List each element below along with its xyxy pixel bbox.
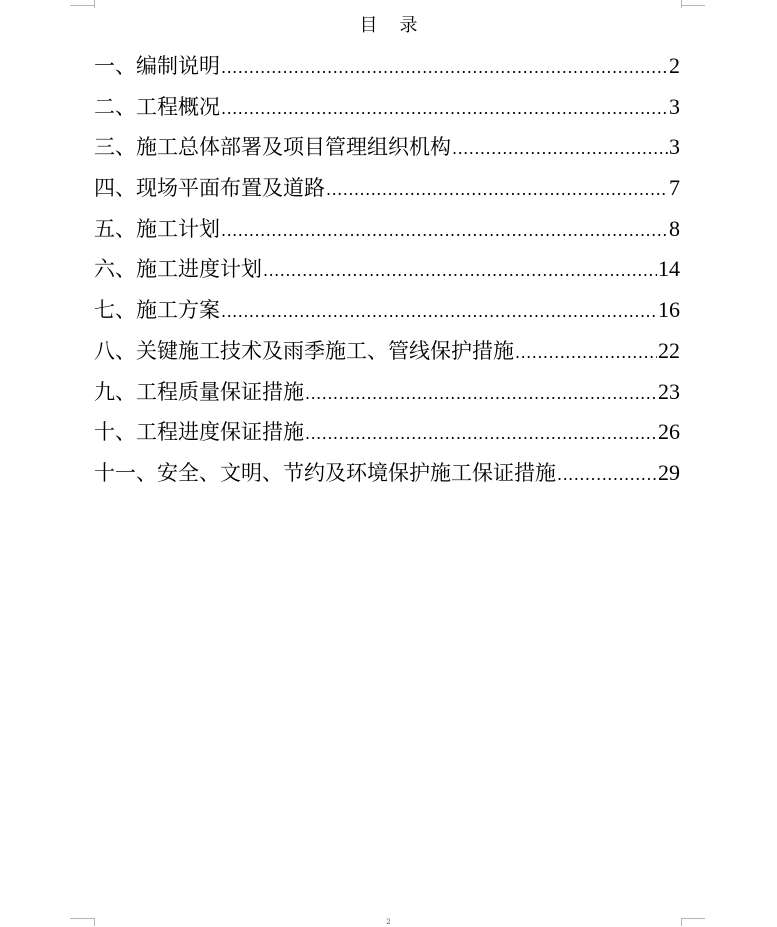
toc-entry[interactable] [94,215,680,256]
toc-leader [305,420,657,448]
toc-leader [557,461,657,489]
toc-entry-page: 26 [658,419,680,445]
toc-leader [305,380,657,408]
toc-entry[interactable] [94,133,680,174]
toc-entry-page: 3 [669,134,680,160]
toc-entry[interactable] [94,93,680,134]
toc-entry-page: 8 [669,215,680,241]
toc-leader [263,257,657,285]
toc-leader [221,217,668,245]
crop-mark-top-left-v [94,0,95,8]
toc-entry-label: 九、工程质量保证措施 [94,379,304,404]
footer-page-number: 2 [386,918,391,926]
toc-entry-label: 十、工程进度保证措施 [94,420,304,445]
toc-entry-label: 七、施工方案 [94,298,220,323]
crop-mark-top-right-v [681,0,682,8]
toc-entry[interactable] [94,296,680,337]
toc-entry-page: 16 [658,297,680,323]
toc-entry-page: 29 [658,459,680,485]
toc-title-char-2: 录 [399,15,418,36]
toc-leader [515,339,657,367]
toc-leader [221,54,668,82]
toc-title [0,14,777,38]
toc-leader [452,135,668,163]
toc-entry-label: 八、关键施工技术及雨季施工、管线保护措施 [94,338,514,363]
toc-list [94,52,680,500]
toc-entry[interactable] [94,337,680,378]
toc-entry-page: 7 [669,175,680,201]
toc-entry[interactable] [94,378,680,419]
toc-entry-label: 二、工程概况 [94,94,220,119]
toc-entry-label: 一、编制说明 [94,54,220,78]
toc-entry-label: 六、施工进度计划 [94,257,262,282]
toc-leader [221,95,668,123]
toc-entry-label: 三、施工总体部署及项目管理组织机构 [94,135,451,160]
toc-leader [221,298,657,326]
toc-entry-label: 五、施工计划 [94,216,220,241]
crop-mark-top-left [70,5,94,6]
toc-entry-label: 十一、安全、文明、节约及环境保护施工保证措施 [94,460,556,485]
toc-entry-page: 22 [658,337,680,363]
toc-entry[interactable] [94,459,680,500]
toc-entry-page: 3 [669,93,680,119]
toc-entry-label: 四、现场平面布置及道路 [94,176,325,201]
toc-leader [326,176,668,204]
toc-entry[interactable] [94,255,680,296]
toc-entry[interactable] [94,52,680,93]
toc-entry[interactable] [94,418,680,459]
toc-entry-page: 14 [658,256,680,282]
toc-entry[interactable] [94,174,680,215]
toc-entry-page: 23 [658,378,680,404]
crop-mark-top-right [681,5,705,6]
toc-title-char-1: 目 [359,15,378,36]
toc-entry-page: 2 [669,53,680,78]
